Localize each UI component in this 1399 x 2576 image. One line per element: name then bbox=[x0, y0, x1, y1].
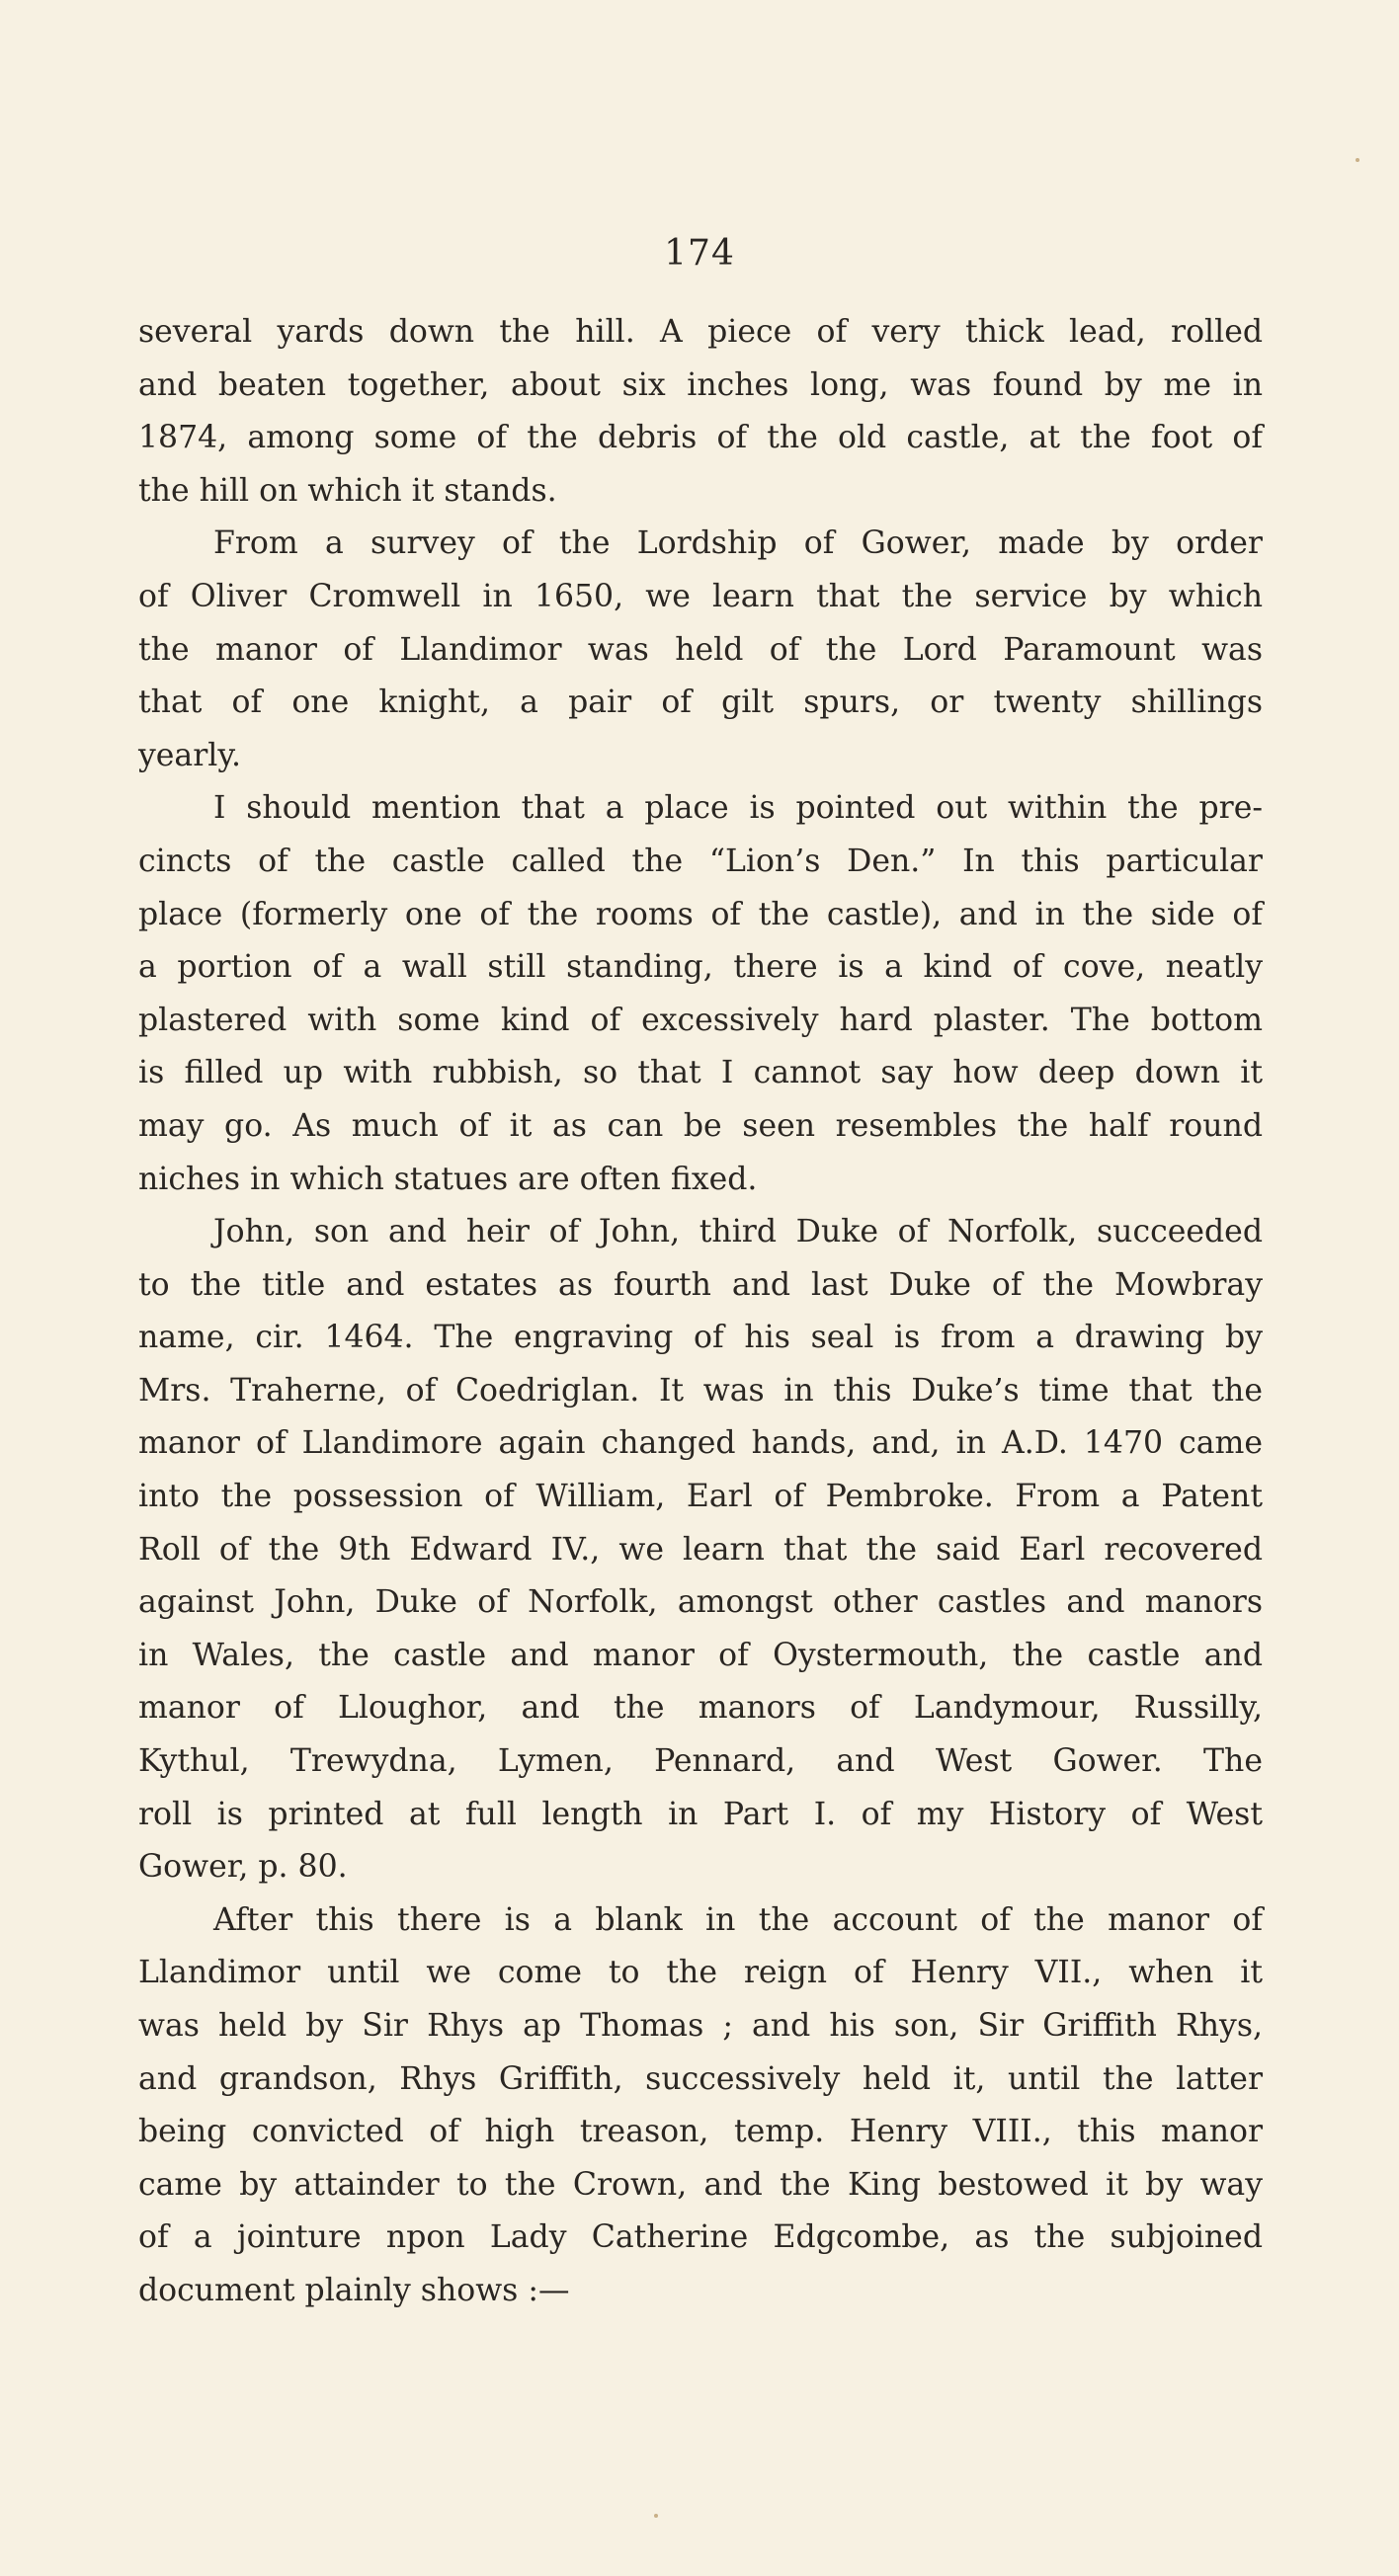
text-line: that of one knight, a pair of gilt spurs, or twenty shillings bbox=[138, 684, 1263, 721]
text-line: Gower, p. 80. bbox=[138, 1849, 348, 1886]
text-line: is filled up with rubbish, so that I cannot say how deep down it bbox=[138, 1055, 1263, 1091]
text-line: I should mention that a place is pointed out within the pre- bbox=[213, 790, 1263, 827]
text-line: the manor of Llandimor was held of the Lord Paramount was bbox=[138, 631, 1263, 668]
text-line: to the title and estates as fourth and last Duke of the Mowbray bbox=[138, 1266, 1263, 1303]
text-line: manor of Llandimore again changed hands, and, in A.D. 1470 came bbox=[138, 1425, 1263, 1462]
text-line: against John, Duke of Norfolk, amongst other castles and manors bbox=[138, 1584, 1263, 1621]
text-line: of Oliver Cromwell in 1650, we learn that the service by which bbox=[138, 578, 1263, 614]
page-number: 174 bbox=[664, 233, 735, 274]
text-line: niches in which statues are often fixed. bbox=[138, 1161, 758, 1197]
text-line: place (formerly one of the rooms of the castle), and in the side of bbox=[138, 896, 1263, 932]
paragraph bbox=[138, 782, 1263, 1206]
text-line: a portion of a wall still standing, there is a kind of cove, neatly bbox=[138, 949, 1263, 986]
text-line: manor of Lloughor, and the manors of Landymour, Russilly, bbox=[138, 1690, 1263, 1727]
paragraph bbox=[138, 306, 1263, 518]
text-line: cincts of the castle called the “Lion’s Den.” In this particular bbox=[138, 843, 1263, 879]
text-line: Mrs. Traherne, of Coedriglan. It was in this Duke’s time that the bbox=[138, 1372, 1263, 1409]
text-line: may go. As much of it as can be seen resembles the half round bbox=[138, 1107, 1263, 1144]
text-line: document plainly shows :— bbox=[138, 2272, 570, 2308]
text-line: plastered with some kind of excessively hard plaster. The bottom bbox=[138, 1002, 1263, 1038]
text-line: came by attainder to the Crown, and the King bestowed it by way bbox=[138, 2166, 1263, 2203]
text-line: was held by Sir Rhys ap Thomas ; and his son, Sir Griffith Rhys, bbox=[138, 2008, 1263, 2044]
text-line: From a survey of the Lordship of Gower, made by order bbox=[213, 525, 1263, 562]
text-line: 1874, among some of the debris of the old castle, at the foot of bbox=[138, 420, 1263, 456]
body-text bbox=[138, 306, 1263, 2318]
text-line: and beaten together, about six inches long, was found by me in bbox=[138, 366, 1263, 403]
text-line: name, cir. 1464. The engraving of his seal is from a drawing by bbox=[138, 1320, 1263, 1356]
text-line: into the possession of William, Earl of Pembroke. From a Patent bbox=[138, 1479, 1263, 1515]
text-line: After this there is a blank in the account of the manor of bbox=[213, 1901, 1263, 1938]
text-line: being convicted of high treason, temp. Henry VIII., this manor bbox=[138, 2114, 1263, 2150]
paper-speck bbox=[654, 2514, 658, 2518]
text-line: in Wales, the castle and manor of Oystermouth, the castle and bbox=[138, 1637, 1263, 1673]
text-line: yearly. bbox=[138, 737, 241, 773]
text-line: the hill on which it stands. bbox=[138, 472, 557, 509]
text-line: Llandimor until we come to the reign of Henry VII., when it bbox=[138, 1955, 1263, 1991]
paper-speck bbox=[1356, 158, 1359, 162]
paragraph bbox=[138, 1206, 1263, 1894]
text-line: roll is printed at full length in Part I. of my History of West bbox=[138, 1796, 1263, 1832]
text-line: several yards down the hill. A piece of very thick lead, rolled bbox=[138, 314, 1263, 350]
text-line: and grandson, Rhys Griffith, successively held it, until the latter bbox=[138, 2060, 1263, 2097]
text-line: John, son and heir of John, third Duke of Norfolk, succeeded bbox=[213, 1214, 1263, 1250]
text-line: Roll of the 9th Edward IV., we learn that the said Earl recovered bbox=[138, 1531, 1263, 1568]
text-line: of a jointure npon Lady Catherine Edgcombe, as the subjoined bbox=[138, 2219, 1263, 2256]
paragraph bbox=[138, 518, 1263, 782]
paragraph bbox=[138, 1894, 1263, 2318]
text-line: Kythul, Trewydna, Lymen, Pennard, and West Gower. The bbox=[138, 1743, 1263, 1780]
